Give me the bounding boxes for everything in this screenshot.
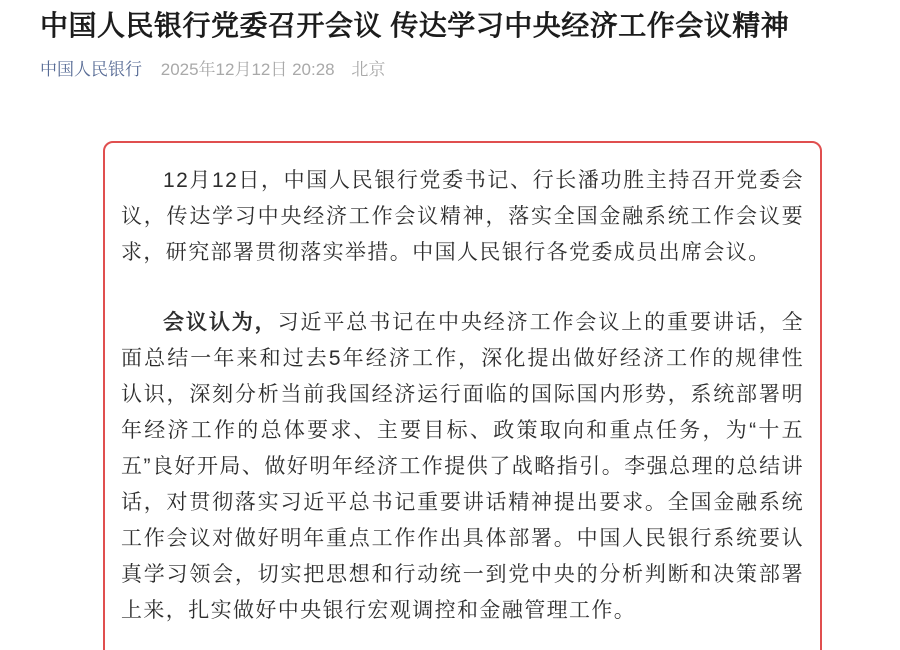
source-account-link[interactable]: 中国人民银行 — [40, 60, 142, 80]
paragraph-2-text: 习近平总书记在中央经济工作会议上的重要讲话，全面总结一年来和过去5年经济工作，深化提出做好经济工作的规律性认识，深刻分析当前我国经济运行面临的国际国内形势，系统部署明年经济工作的总体要求、主要目标、政策取向和重点任务，为“十五五”良好开局、做好明年经济工作提供了战略指引。李强总理的总结讲话，对贯彻落实习近平总书记重要讲话精神提出要求。全国金融系统工作会议对做好明年重点工作作出具体部署。中国人民银行系统要认真学习领会，切实把思想和行动统一到党中央的分析判断和决策部署上来，扎实做好中央银行宏观调控和金融管理工作。 — [121, 311, 805, 623]
paragraph-1-text: 12月12日，中国人民银行党委书记、行长潘功胜主持召开党委会议，传达学习中央经济工作会议精神，落实全国金融系统工作会议要求，研究部署贯彻落实举措。中国人民银行各党委成员出席会议。 — [121, 169, 804, 265]
paragraph-1 — [121, 163, 804, 271]
article-title: 中国人民银行党委召开会议 传达学习中央经济工作会议精神 — [40, 10, 790, 41]
publish-datetime: 2025年12月12日 20:28 — [160, 60, 335, 80]
publish-location: 北京 — [351, 60, 386, 80]
paragraph-2 — [121, 305, 804, 629]
article-quote-box — [103, 141, 822, 650]
paragraph-2-lead: 会议认为， — [163, 311, 278, 335]
article-meta — [40, 60, 860, 80]
